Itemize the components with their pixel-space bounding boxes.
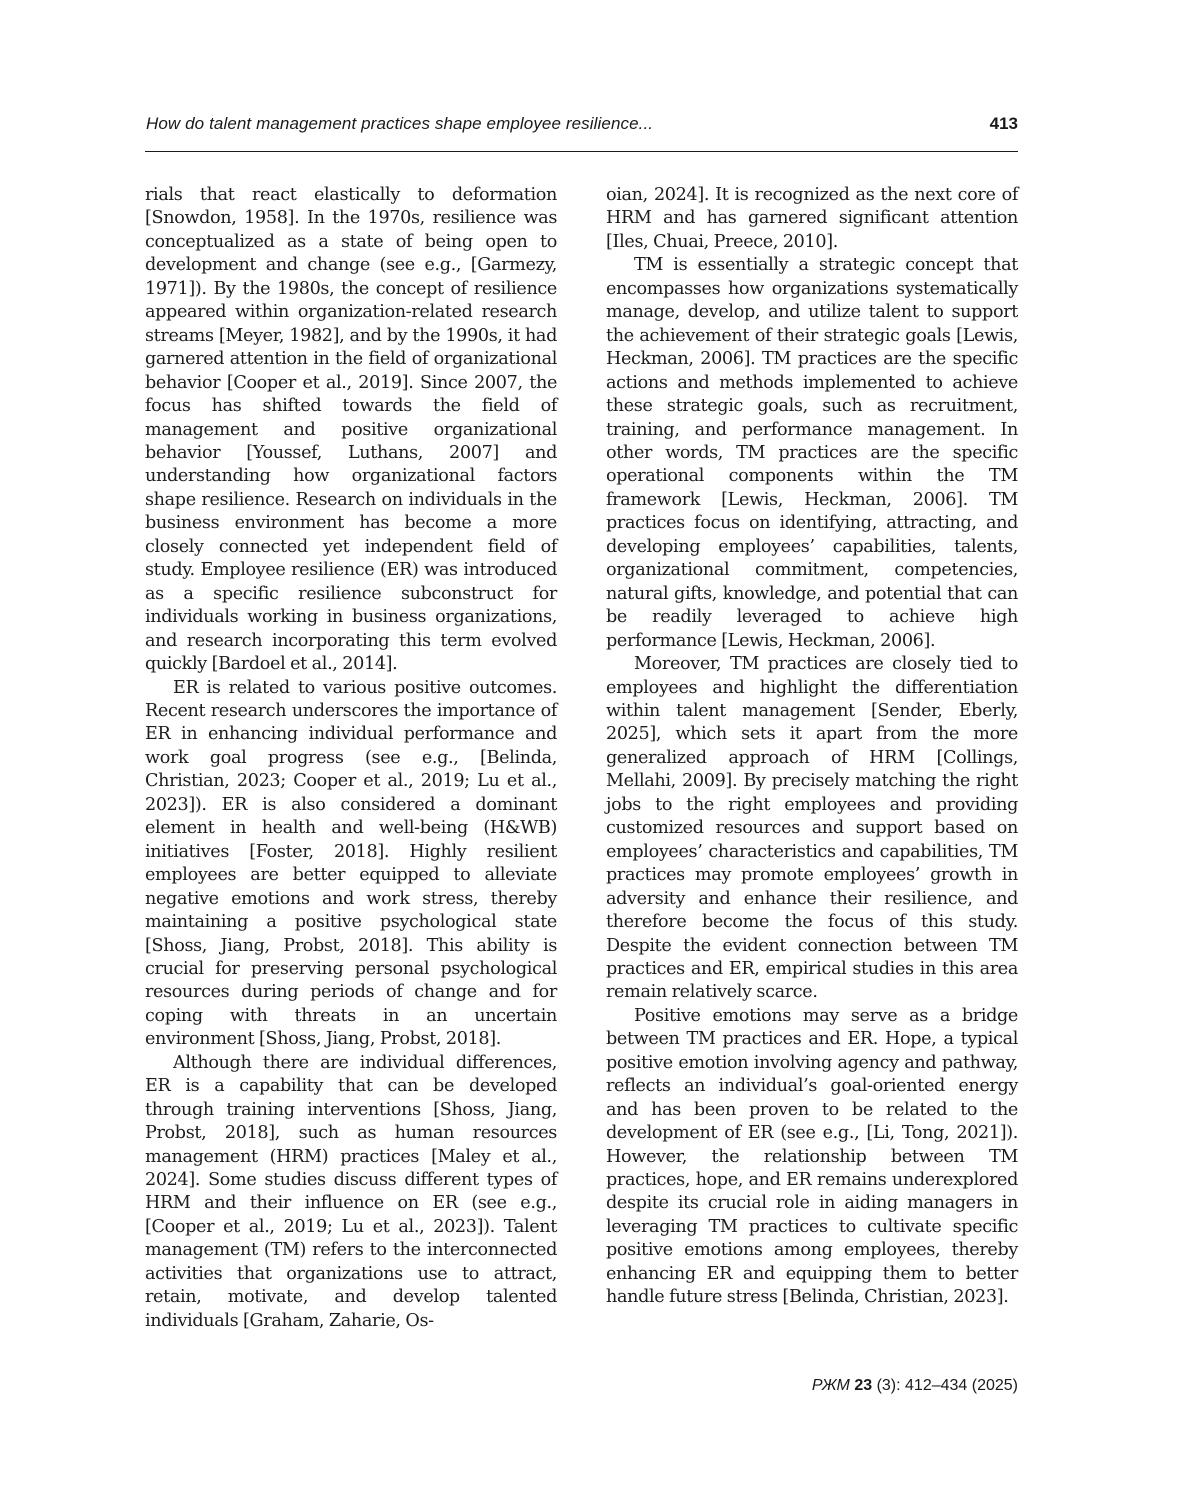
paragraph: TM is essentially a strategic concept that encompasses how organizations systematically manage, develop, and utilize talent to support the achievement of their strategic goals [Lewis, Heckman, 2006]. TM practices are the specific actions and methods implemented to achieve these strategic goals, such as recruitment, training, and performance management. In other words, TM practices are the specific operational components within the TM framework [Lewis, Heckman, 2006]. TM practices focus on identifying, attracting, and developing employees’ capabilities, talents, organizational commitment, competencies, natural gifts, knowledge, and potential that can be readily leveraged to achieve high performance [Lewis, Heckman, 2006]. bbox=[606, 255, 1018, 651]
journal-issue-pages: (3): 412–434 (2025) bbox=[872, 1377, 1018, 1394]
running-title: How do talent management practices shape employee resilience... bbox=[146, 114, 654, 133]
citation-footer bbox=[812, 1377, 1018, 1395]
left-column bbox=[145, 184, 557, 1333]
header-rule bbox=[145, 151, 1018, 152]
page-number: 413 bbox=[989, 114, 1018, 133]
paragraph: Moreover, TM practices are closely tied to employees and highlight the differentiation within talent management [Sender, Eberly, 2025], which sets it apart from the more generalized approach of HRM [Collings, Mellahi, 2009]. By precisely matching the right jobs to the right employees and providing customized resources and support based on employees’ characteristics and capabilities, TM practices may promote employees’ growth in adversity and enhance their resilience, and therefore become the focus of this study. Despite the evident connection between TM practices and ER, empirical studies in this area remain relatively scarce. bbox=[606, 654, 1018, 1003]
journal-volume: 23 bbox=[854, 1377, 873, 1394]
paragraph: Positive emotions may serve as a bridge between TM practices and ER. Hope, a typical positive emotion involving agency and pathway, reflects an individual’s goal-oriented energy and has been proven to be related to the development of ER (see e.g., [Li, Tong, 2021]). However, the relationship between TM practices, hope, and ER remains underexplored despite its crucial role in aiding managers in leveraging TM practices to cultivate specific positive emotions among employees, thereby enhancing ER and equipping them to better handle future stress [Belinda, Christian, 2023]. bbox=[606, 1005, 1018, 1308]
paragraph: rials that react elastically to deformation [Snowdon, 1958]. In the 1970s, resilience was conceptualized as a state of being open to development and change (see e.g., [Garmezy, 1971]). By the 1980s, the concept of resilience appeared within organization-related research streams [Meyer, 1982], and by the 1990s, it had garnered attention in the field of organizational behavior [Cooper et al., 2019]. Since 2007, the focus has shifted towards the field of management and positive organizational behavior [Youssef, Luthans, 2007] and understanding how organizational factors shape resilience. Research on individuals in the business environment has become a more closely connected yet independent field of study. Employee resilience (ER) was introduced as a specific resilience subconstruct for individuals working in business organizations, and research incorporating this term evolved quickly [Bardoel et al., 2014]. bbox=[145, 185, 557, 675]
paragraph: oian, 2024]. It is recognized as the next core of HRM and has garnered significant attention [Iles, Chuai, Preece, 2010]. bbox=[606, 185, 1018, 252]
journal-name: РЖМ bbox=[811, 1377, 850, 1394]
paragraph: ER is related to various positive outcomes. Recent research underscores the importance of ER in enhancing individual performance and work goal progress (see e.g., [Belinda, Christian, 2023; Cooper et al., 2019; Lu et al., 2023]). ER is also considered a dominant element in health and well-being (H&WB) initiatives [Foster, 2018]. Highly resilient employees are better equipped to alleviate negative emotions and work stress, thereby maintaining a positive psychological state [Shoss, Jiang, Probst, 2018]. This ability is crucial for preserving personal psychological resources during periods of change and for coping with threats in an uncertain environment [Shoss, Jiang, Probst, 2018]. bbox=[145, 677, 557, 1050]
paragraph: Although there are individual differences, ER is a capability that can be developed through training interventions [Shoss, Jiang, Probst, 2018], such as human resources management (HRM) practices [Maley et al., 2024]. Some studies discuss different types of HRM and their influence on ER (see e.g., [Cooper et al., 2019; Lu et al., 2023]). Talent management (TM) refers to the interconnected activities that organizations use to attract, retain, motivate, and develop talented individuals [Graham, Zaharie, Os- bbox=[145, 1052, 557, 1331]
right-column bbox=[606, 184, 1018, 1310]
